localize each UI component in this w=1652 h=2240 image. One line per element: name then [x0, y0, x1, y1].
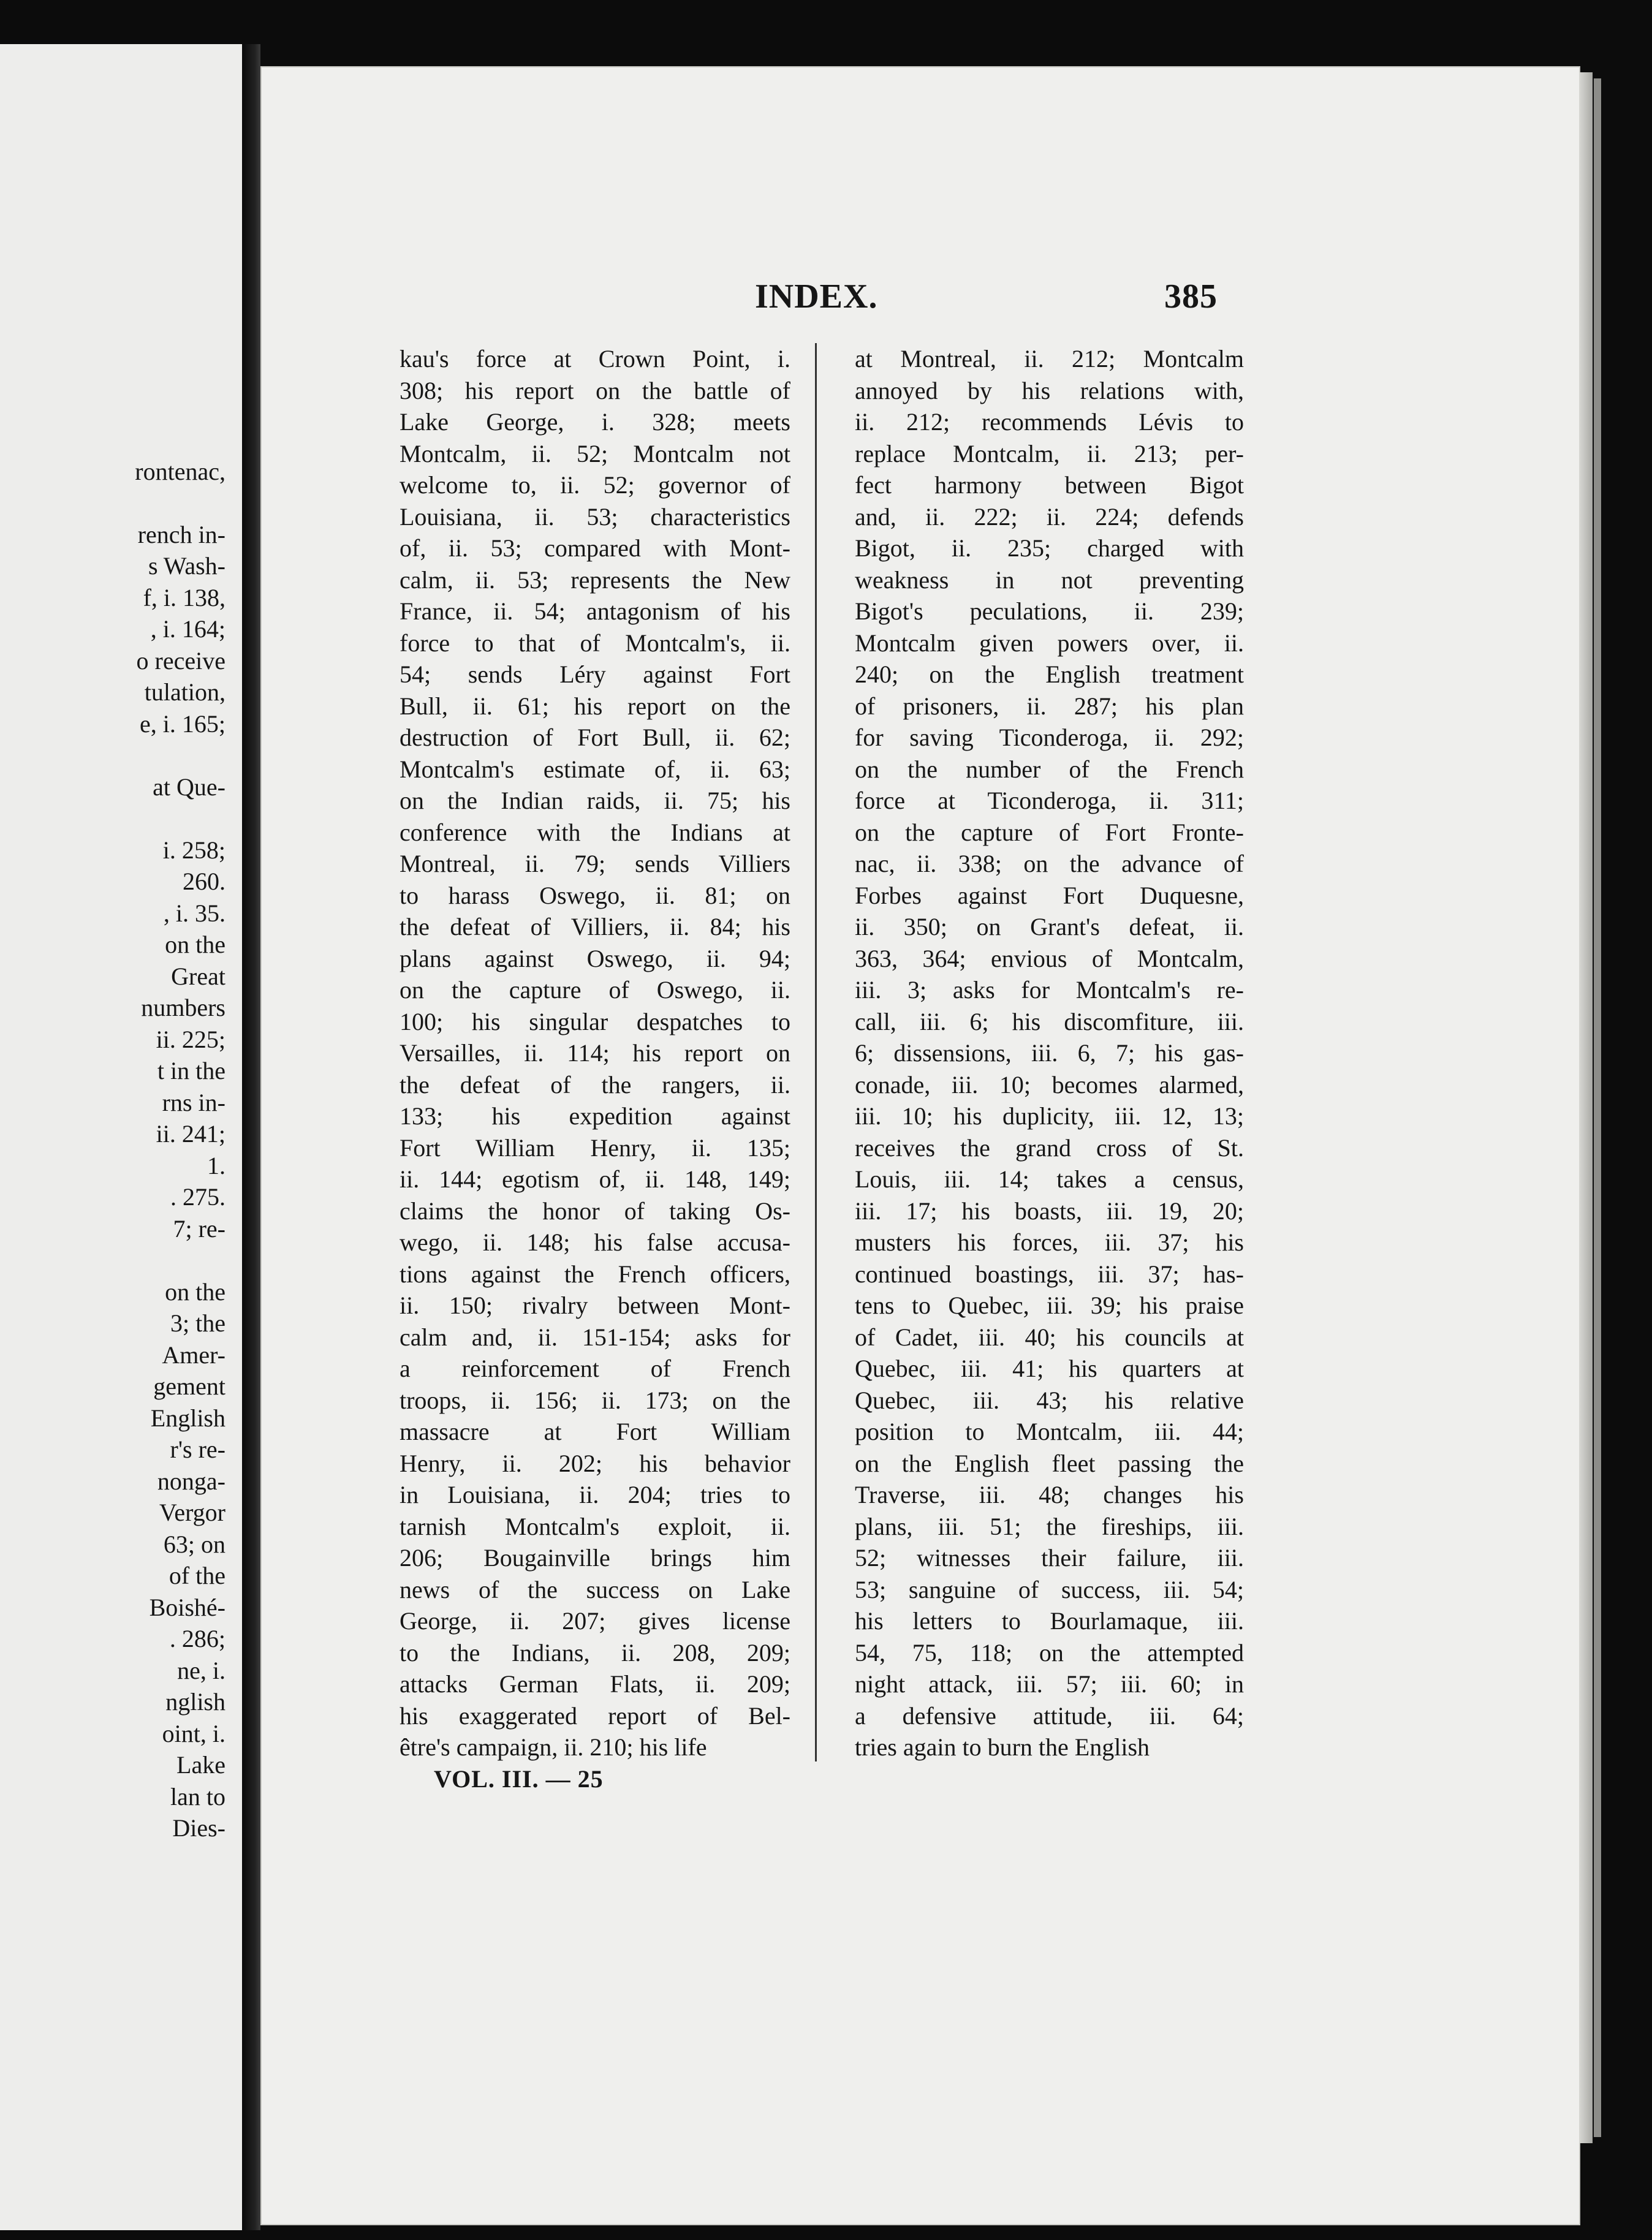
text-line: tulation,: [144, 678, 225, 706]
text-line: force at Ticonderoga, ii. 311;: [855, 787, 1244, 814]
text-line: Vergor: [159, 1499, 225, 1526]
text-line: Traverse, iii. 48; changes his: [855, 1481, 1244, 1508]
text-line: massacre at Fort William: [400, 1418, 790, 1445]
text-line: replace Montcalm, ii. 213; per-: [855, 439, 1244, 467]
text-line: claims the honor of taking Os-: [400, 1197, 790, 1225]
text-line: Forbes against Fort Duquesne,: [855, 881, 1244, 909]
text-line: Quebec, iii. 41; his quarters at: [855, 1355, 1244, 1382]
text-line: force to that of Montcalm's, ii.: [400, 629, 790, 657]
text-line: 133; his expedition against: [400, 1102, 790, 1130]
text-line: 54; sends Léry against Fort: [400, 660, 790, 688]
text-line: on the capture of Oswego, ii.: [400, 976, 790, 1004]
text-line: Lake George, i. 328; meets: [400, 408, 790, 436]
text-line: Montcalm given powers over, ii.: [855, 629, 1244, 657]
text-line: musters his forces, iii. 37; his: [855, 1228, 1244, 1256]
text-line: ii. 350; on Grant's defeat, ii.: [855, 913, 1244, 940]
page-edge-shadow: [1594, 78, 1601, 2137]
text-line: to the Indians, ii. 208, 209;: [400, 1638, 790, 1667]
text-line: ii. 150; rivalry between Mont-: [400, 1292, 790, 1319]
text-line: position to Montcalm, iii. 44;: [855, 1418, 1244, 1445]
text-line: i. 258;: [162, 836, 225, 864]
text-line: on the number of the French: [855, 755, 1244, 783]
text-line: [0, 1244, 233, 1276]
text-line: numbers: [141, 994, 225, 1021]
text-line: Fort William Henry, ii. 135;: [400, 1133, 790, 1162]
text-line: calm and, ii. 151-154; asks for: [400, 1323, 790, 1351]
text-line: receives the grand cross of St.: [855, 1133, 1244, 1162]
text-line: ii. 241;: [156, 1120, 225, 1148]
text-line: night attack, iii. 57; iii. 60; in: [855, 1670, 1244, 1698]
text-line: Lake: [176, 1751, 225, 1779]
text-line: tarnish Montcalm's exploit, ii.: [400, 1512, 790, 1540]
text-line: on the Indian raids, ii. 75; his: [400, 787, 790, 814]
text-line: 308; his report on the battle of: [400, 376, 790, 404]
text-line: nglish: [165, 1688, 225, 1716]
text-line: e, i. 165;: [140, 709, 225, 738]
text-line: on the English fleet passing the: [855, 1449, 1244, 1477]
text-line: 53; sanguine of success, iii. 54;: [855, 1575, 1244, 1603]
gutter-shadow: [242, 44, 260, 2230]
text-line: 54, 75, 118; on the attempted: [855, 1638, 1244, 1667]
text-line: welcome to, ii. 52; governor of: [400, 471, 790, 499]
text-line: on the capture of Fort Fronte-: [855, 818, 1244, 846]
running-head-title: INDEX.: [755, 278, 878, 316]
text-line: t in the: [157, 1057, 225, 1084]
text-line: , i. 164;: [150, 615, 225, 643]
text-line: rench in-: [137, 520, 225, 548]
text-line: rns in-: [162, 1088, 225, 1116]
text-line: news of the success on Lake: [400, 1575, 790, 1603]
text-line: Bull, ii. 61; his report on the: [400, 692, 790, 720]
text-line: Bigot, ii. 235; charged with: [855, 534, 1244, 562]
text-line: in Louisiana, ii. 204; tries to: [400, 1481, 790, 1508]
text-line: Boishé-: [149, 1593, 225, 1621]
text-line: [0, 424, 233, 456]
text-line: r's re-: [170, 1436, 225, 1463]
text-line: English: [150, 1404, 225, 1432]
text-line: Great: [171, 962, 225, 990]
text-line: continued boastings, iii. 37; has-: [855, 1260, 1244, 1288]
text-line: 260.: [183, 868, 225, 895]
text-line: , i. 35.: [163, 899, 225, 927]
text-line: nonga-: [157, 1467, 225, 1495]
text-line: of prisoners, ii. 287; his plan: [855, 692, 1244, 720]
text-line: for saving Ticonderoga, ii. 292;: [855, 724, 1244, 751]
text-line: iii. 3; asks for Montcalm's re-: [855, 976, 1244, 1004]
text-line: ii. 225;: [156, 1025, 225, 1053]
text-line: plans against Oswego, ii. 94;: [400, 944, 790, 972]
text-line: destruction of Fort Bull, ii. 62;: [400, 724, 790, 751]
text-line: Quebec, iii. 43; his relative: [855, 1386, 1244, 1414]
text-line: and, ii. 222; ii. 224; defends: [855, 502, 1244, 531]
text-line: ii. 144; egotism of, ii. 148, 149;: [400, 1165, 790, 1193]
text-line: conference with the Indians at: [400, 818, 790, 846]
text-line: . 286;: [169, 1625, 225, 1652]
text-line: Amer-: [162, 1341, 225, 1369]
text-line: troops, ii. 156; ii. 173; on the: [400, 1386, 790, 1414]
text-line: s Wash-: [148, 552, 225, 580]
text-line: his letters to Bourlamaque, iii.: [855, 1607, 1244, 1635]
text-line: of Cadet, iii. 40; his councils at: [855, 1323, 1244, 1351]
text-line: France, ii. 54; antagonism of his: [400, 597, 790, 625]
text-line: être's campaign, ii. 210; his life: [400, 1733, 707, 1761]
page-edge: [1579, 72, 1593, 2143]
column-rule: [815, 343, 817, 1761]
signature-mark: VOL. III. — 25: [434, 1765, 604, 1793]
text-line: f, i. 138,: [143, 583, 225, 611]
text-line: Montreal, ii. 79; sends Villiers: [400, 850, 790, 877]
text-line: 206; Bougainville brings him: [400, 1544, 790, 1572]
text-line: rontenac,: [135, 457, 225, 485]
text-line: o receive: [136, 646, 225, 675]
text-line: the defeat of Villiers, ii. 84; his: [400, 913, 790, 940]
text-line: conade, iii. 10; becomes alarmed,: [855, 1070, 1244, 1099]
text-line: at Que-: [153, 773, 225, 801]
text-line: of, ii. 53; compared with Mont-: [400, 534, 790, 562]
text-line: oint, i.: [162, 1719, 225, 1747]
text-line: Louisiana, ii. 53; characteristics: [400, 502, 790, 531]
text-line: a defensive attitude, iii. 64;: [855, 1701, 1244, 1730]
text-line: tries again to burn the English: [855, 1733, 1150, 1761]
text-line: iii. 17; his boasts, iii. 19, 20;: [855, 1197, 1244, 1225]
text-line: ne, i.: [177, 1656, 225, 1684]
text-line: the defeat of the rangers, ii.: [400, 1070, 790, 1099]
text-line: 240; on the English treatment: [855, 660, 1244, 688]
text-line: annoyed by his relations with,: [855, 376, 1244, 404]
text-line: kau's force at Crown Point, i.: [400, 345, 790, 373]
text-line: nac, ii. 338; on the advance of: [855, 850, 1244, 877]
text-line: wego, ii. 148; his false accusa-: [400, 1228, 790, 1256]
text-line: . 275.: [170, 1183, 225, 1211]
index-column-2: [855, 343, 1244, 1763]
text-line: on the: [165, 931, 225, 958]
text-line: [0, 740, 233, 771]
text-line: iii. 10; his duplicity, iii. 12, 13;: [855, 1102, 1244, 1130]
text-line: 52; witnesses their failure, iii.: [855, 1544, 1244, 1572]
text-line: at Montreal, ii. 212; Montcalm: [855, 345, 1244, 373]
index-column-1: [400, 343, 790, 1763]
text-line: his exaggerated report of Bel-: [400, 1701, 790, 1730]
text-line: [0, 487, 233, 519]
facing-page-text-fragments: [0, 424, 233, 1844]
text-line: of the: [169, 1562, 225, 1589]
page-number: 385: [1164, 278, 1218, 316]
text-line: Dies-: [172, 1814, 225, 1842]
text-line: weakness in not preventing: [855, 566, 1244, 594]
text-line: lan to: [170, 1782, 225, 1811]
text-line: fect harmony between Bigot: [855, 471, 1244, 499]
facing-page-left: [0, 44, 243, 2230]
text-line: Bigot's peculations, ii. 239;: [855, 597, 1244, 625]
text-line: tens to Quebec, iii. 39; his praise: [855, 1292, 1244, 1319]
text-line: Montcalm's estimate of, ii. 63;: [400, 755, 790, 783]
text-line: gement: [153, 1372, 225, 1400]
text-line: 1.: [207, 1151, 225, 1179]
text-line: 6; dissensions, iii. 6, 7; his gas-: [855, 1039, 1244, 1067]
text-line: calm, ii. 53; represents the New: [400, 566, 790, 594]
text-line: 363, 364; envious of Montcalm,: [855, 944, 1244, 972]
text-line: on the: [165, 1277, 225, 1306]
text-line: [0, 803, 233, 834]
text-line: 7; re-: [173, 1214, 225, 1243]
text-line: Louis, iii. 14; takes a census,: [855, 1165, 1244, 1193]
text-line: George, ii. 207; gives license: [400, 1607, 790, 1635]
text-line: 3; the: [170, 1309, 225, 1337]
text-line: Henry, ii. 202; his behavior: [400, 1449, 790, 1477]
text-line: 63; on: [163, 1530, 225, 1558]
text-line: tions against the French officers,: [400, 1260, 790, 1288]
text-line: 100; his singular despatches to: [400, 1007, 790, 1035]
text-line: a reinforcement of French: [400, 1355, 790, 1382]
text-line: to harass Oswego, ii. 81; on: [400, 881, 790, 909]
text-line: attacks German Flats, ii. 209;: [400, 1670, 790, 1698]
text-line: Montcalm, ii. 52; Montcalm not: [400, 439, 790, 467]
text-line: plans, iii. 51; the fireships, iii.: [855, 1512, 1244, 1540]
text-line: ii. 212; recommends Lévis to: [855, 408, 1244, 436]
text-line: Versailles, ii. 114; his report on: [400, 1039, 790, 1067]
text-line: call, iii. 6; his discomfiture, iii.: [855, 1007, 1244, 1035]
